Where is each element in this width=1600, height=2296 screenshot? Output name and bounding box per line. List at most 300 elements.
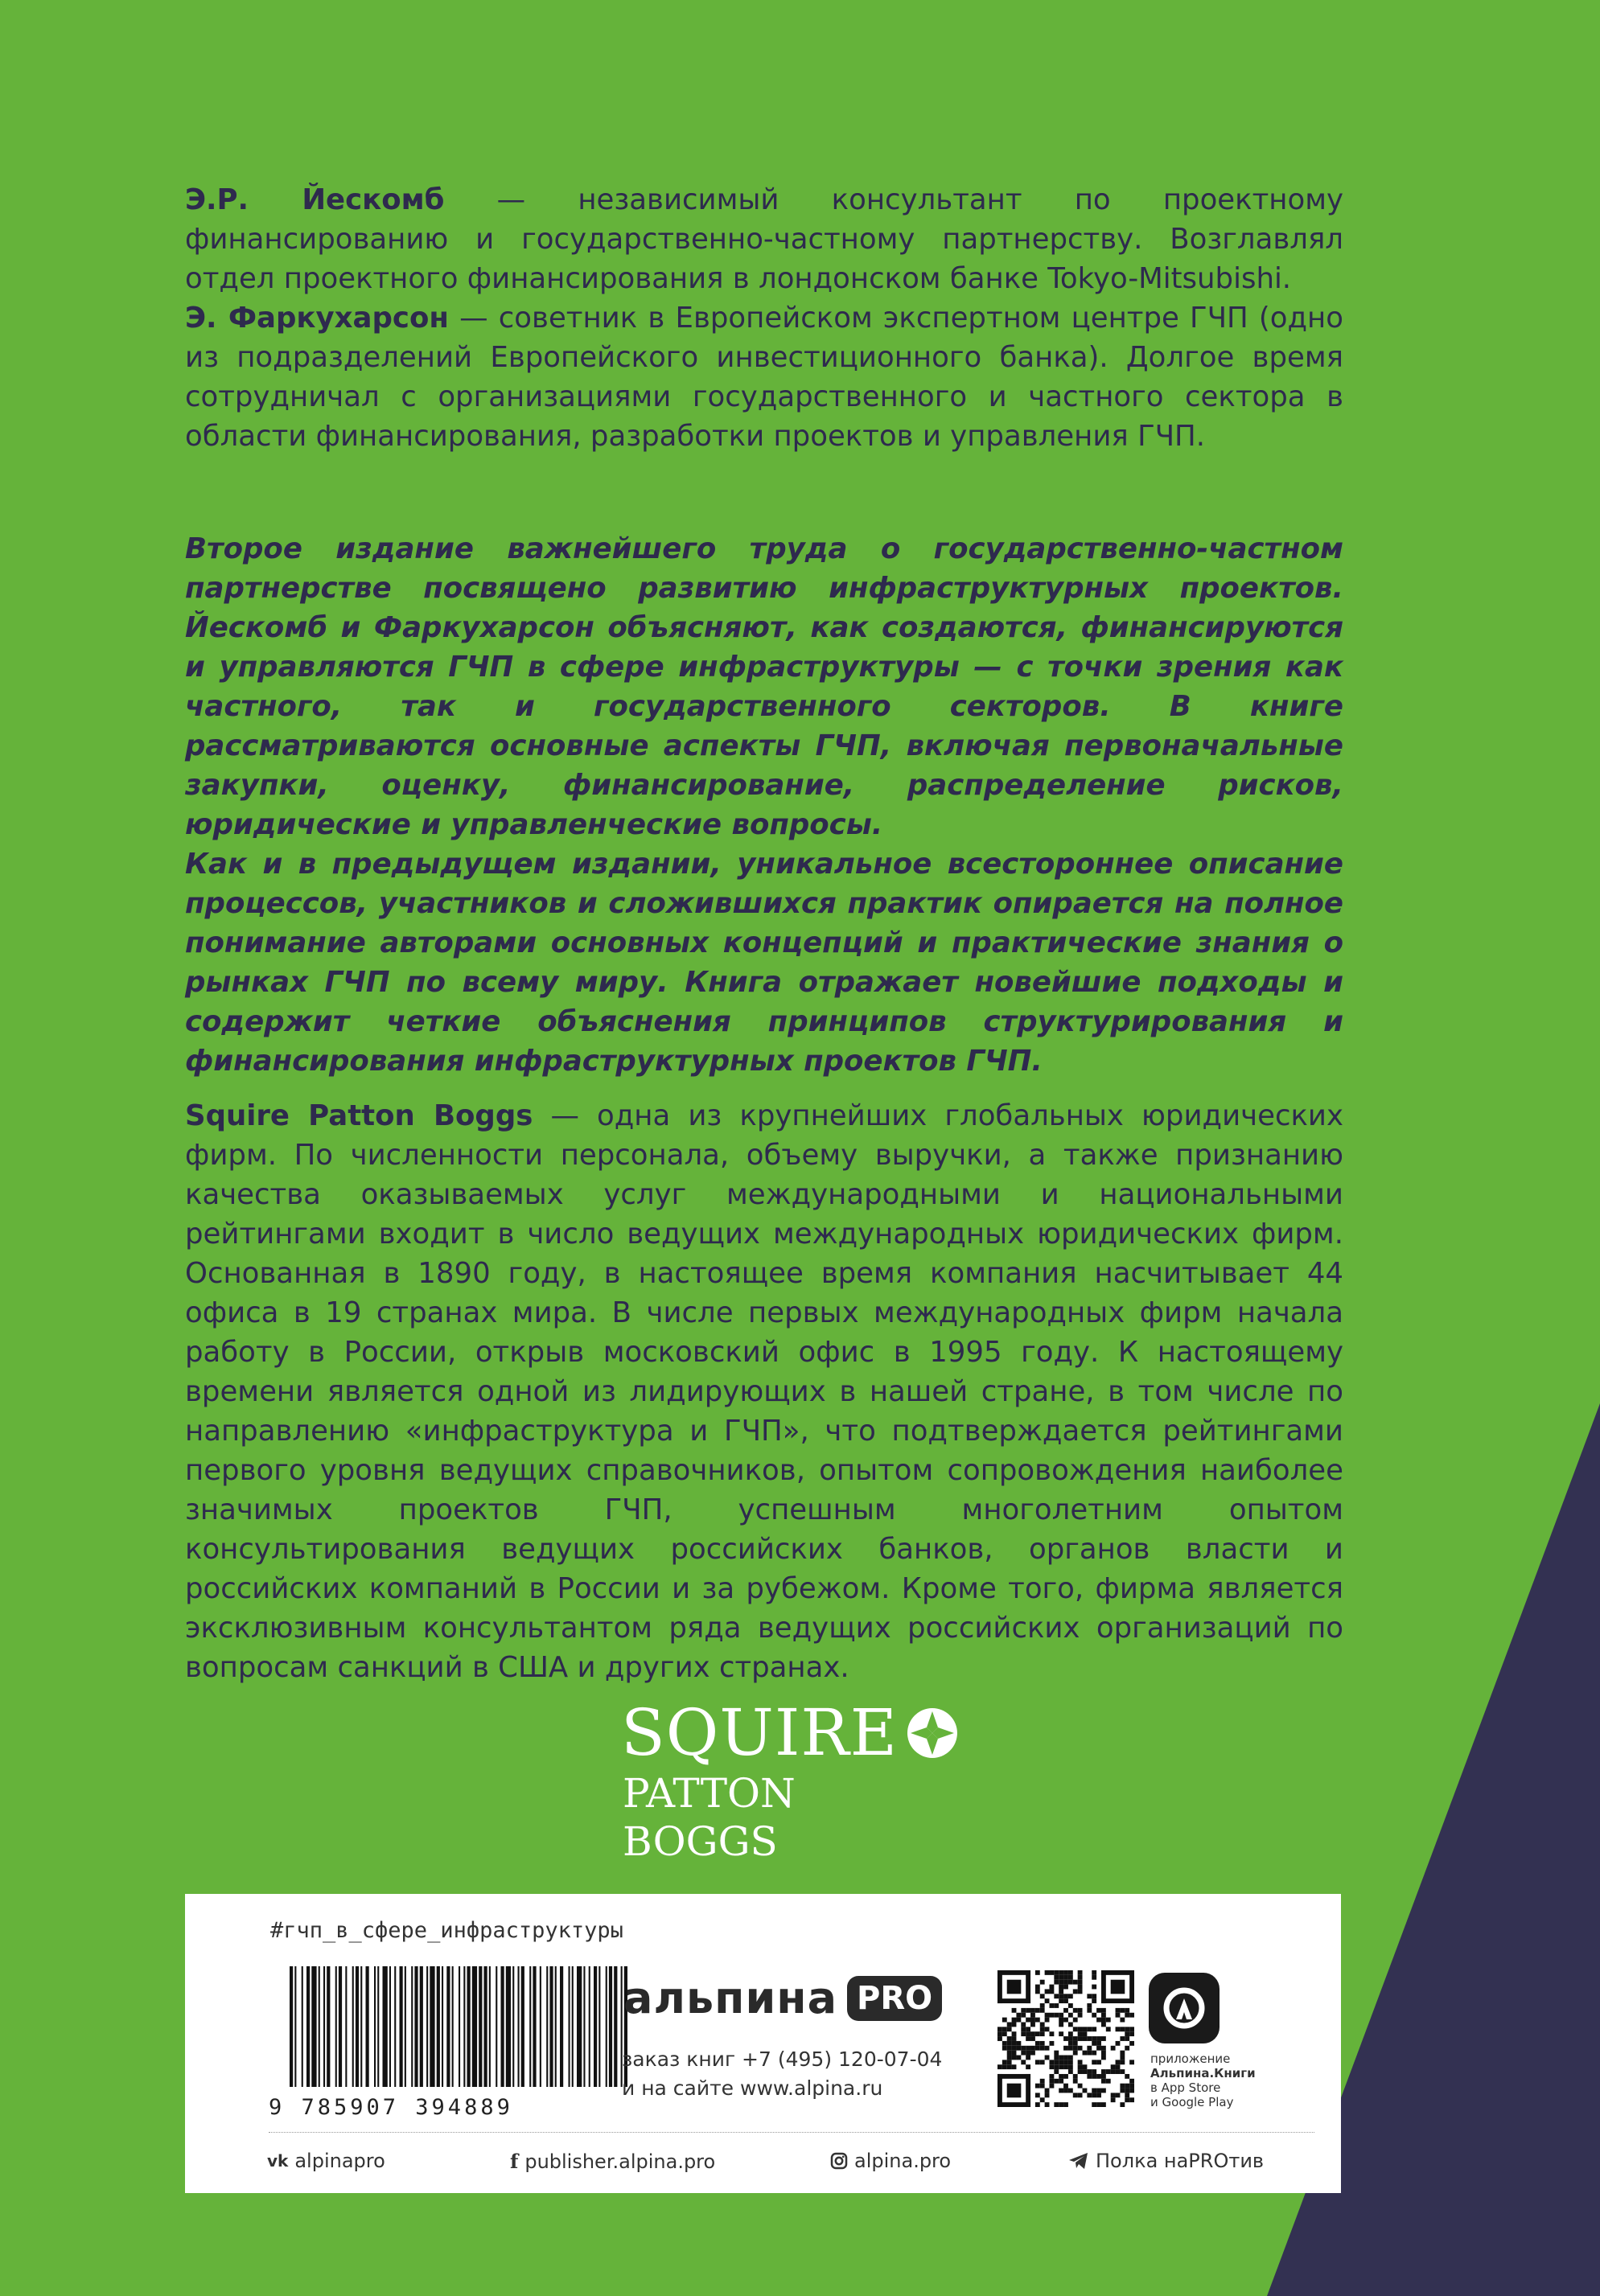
- qr-module: [1040, 1980, 1045, 1985]
- qr-module: [1087, 2008, 1092, 2013]
- qr-module: [1026, 2051, 1030, 2056]
- qr-module: [1129, 2089, 1134, 2093]
- barcode-bar: [463, 1966, 465, 2087]
- qr-module: [1026, 2018, 1030, 2023]
- qr-module: [1078, 2064, 1083, 2069]
- barcode-bar: [569, 1966, 570, 2087]
- qr-module: [1116, 2064, 1121, 2069]
- qr-module: [1111, 2093, 1116, 2097]
- qr-module: [1125, 2031, 1129, 2036]
- qr-module: [1040, 2008, 1045, 2013]
- firm-text: — одна из крупнейших глобальных юридических фирм. По численности персонала, объему выручки, а также признанию качества оказываемых услуг международными и национальными рейтингами входит в число ведущих международных юридических фирм. Основанная в 1890 году, в настоящее время компания насчитывает 44 офиса в 19 странах мира. В числе первых международных фирм начала работу в России, открыв московский офис в 1995 году. К настоящему времени является одной из лидирующих в нашей стране, в том числе по направлению «инфраструктура и ГЧП», что подтверждается рейтингами первого уровня ведущих справочников, опытом сопровождения наиболее значимых проектов ГЧП, успешным многолетним опытом консультирования ведущих российских банков, органов власти и российских компаний в России и за рубежом. Кроме того, фирма является эксклюзивным консультантом ряда ведущих российских организаций по вопросам санкций в США и других странах.: [185, 1099, 1343, 1684]
- qr-module: [1021, 2008, 1026, 2013]
- barcode-bar: [529, 1966, 531, 2087]
- qr-module: [1078, 1980, 1083, 1985]
- qr-module: [1002, 2046, 1007, 2051]
- order-site: и на сайте www.alpina.ru: [622, 2076, 883, 2100]
- order-phone: заказ книг +7 (495) 120-07-04: [622, 2048, 943, 2071]
- isbn-number: 9 785907 394889: [269, 2095, 513, 2120]
- qr-module: [1092, 2060, 1096, 2064]
- qr-module: [1078, 2027, 1083, 2031]
- qr-module: [1101, 1998, 1134, 2003]
- qr-module: [1096, 2060, 1101, 2064]
- instagram-icon: [830, 2152, 848, 2170]
- logo-line-1: SQUIRE: [621, 1695, 899, 1770]
- qr-module: [1092, 2102, 1096, 2107]
- qr-module: [1120, 2060, 1125, 2064]
- qr-module: [1120, 2056, 1125, 2060]
- qr-module: [997, 1970, 1002, 2003]
- qr-module: [1068, 1980, 1073, 1985]
- qr-module: [1125, 2008, 1129, 2013]
- barcode-bar: [389, 1966, 391, 2087]
- qr-module: [1078, 2036, 1083, 2041]
- barcode-bar: [506, 1966, 511, 2087]
- barcode-bar: [609, 1966, 612, 2087]
- qr-module: [1021, 2013, 1026, 2018]
- qr-module: [1049, 1989, 1054, 1994]
- barcode-bar: [366, 1966, 369, 2087]
- qr-module: [1012, 2056, 1017, 2060]
- qr-module: [1021, 2031, 1026, 2036]
- barcode-bar: [446, 1966, 450, 2087]
- qr-module: [1002, 2060, 1007, 2064]
- qr-module: [1078, 2013, 1083, 2018]
- barcode-bar: [533, 1966, 536, 2087]
- qr-module: [1007, 2084, 1022, 2098]
- qr-module: [1120, 2027, 1125, 2031]
- qr-module: [1101, 2013, 1106, 2018]
- hashtag: #гчп_в_сфере_инфраструктуры: [270, 1918, 623, 1943]
- qr-module: [1129, 2060, 1134, 2064]
- barcode-bar: [512, 1966, 514, 2087]
- qr-module: [1111, 2064, 1116, 2069]
- qr-module: [1073, 2036, 1078, 2041]
- qr-module: [1068, 2031, 1073, 2036]
- barcode-bar: [394, 1966, 396, 2087]
- barcode-bar: [594, 1966, 597, 2087]
- barcode-bar: [521, 1966, 524, 2087]
- qr-module: [1012, 2031, 1017, 2036]
- app-name: Альпина.Книги: [1150, 2066, 1256, 2080]
- order-info: [622, 2045, 942, 2103]
- qr-module: [1106, 2069, 1111, 2074]
- qr-module: [1012, 2018, 1017, 2023]
- qr-module: [1083, 2064, 1088, 2069]
- qr-module: [1125, 2089, 1129, 2093]
- qr-module: [1007, 2041, 1012, 2046]
- barcode-bar: [430, 1966, 434, 2087]
- qr-module: [1078, 2031, 1083, 2036]
- qr-module: [1045, 2046, 1050, 2051]
- qr-module: [1040, 2084, 1045, 2089]
- squire-patton-boggs-logo: [621, 1697, 959, 1866]
- qr-module: [1096, 2008, 1101, 2013]
- qr-module: [1083, 2027, 1088, 2031]
- qr-module: [1049, 2041, 1054, 2046]
- qr-module: [1087, 2051, 1092, 2056]
- alpina-pro-logo: [623, 1973, 942, 2023]
- qr-module: [1007, 2046, 1012, 2051]
- qr-module: [1007, 2022, 1012, 2027]
- qr-module: [1078, 1985, 1083, 1990]
- barcode-bar: [606, 1966, 607, 2087]
- qr-module: [1068, 2041, 1073, 2046]
- qr-module: [1035, 1985, 1040, 1990]
- qr-module: [1087, 2074, 1092, 2079]
- qr-module: [1030, 2013, 1035, 2018]
- qr-module: [1016, 2013, 1021, 2018]
- qr-module: [1016, 2046, 1021, 2051]
- qr-module: [1059, 1980, 1063, 1985]
- barcode-bar: [467, 1966, 471, 2087]
- social-vk[interactable]: [267, 2150, 385, 2172]
- qr-module: [1059, 2102, 1063, 2107]
- qr-module: [1092, 1970, 1096, 1975]
- author2-bio: — советник в Европейском экспертном центре ГЧП (одно из подразделений Европейского инвестиционного банка). Долгое время сотрудничал с организациями государственного и частного сектора в области финансирования, разработки проектов и управления ГЧП.: [185, 302, 1343, 453]
- qr-module: [1078, 2008, 1083, 2013]
- qr-module: [1040, 2060, 1045, 2064]
- qr-module: [1116, 2093, 1121, 2097]
- qr-module: [1078, 2069, 1083, 2074]
- qr-module: [1073, 1989, 1078, 1994]
- qr-module: [1063, 1998, 1068, 2003]
- qr-module: [1035, 2031, 1040, 2036]
- qr-module: [1063, 1994, 1068, 1998]
- qr-module: [1073, 2046, 1078, 2051]
- qr-module: [1035, 1989, 1040, 1994]
- panel-divider: [269, 2132, 1314, 2133]
- qr-module: [1035, 2041, 1040, 2046]
- qr-module: [1049, 2074, 1054, 2079]
- app-caption: [1150, 2052, 1263, 2109]
- qr-module: [1030, 2051, 1035, 2056]
- qr-module: [1007, 2064, 1012, 2069]
- barcode-bar: [459, 1966, 460, 2087]
- logo-mark-icon: [906, 1707, 959, 1760]
- qr-module: [1021, 2051, 1026, 2056]
- barcode-bar: [400, 1966, 403, 2087]
- qr-module: [1087, 2046, 1092, 2051]
- qr-module: [1045, 2013, 1050, 2018]
- social-facebook[interactable]: [510, 2150, 715, 2173]
- qr-module: [1125, 2074, 1129, 2079]
- barcode-bar: [598, 1966, 600, 2087]
- telegram-icon: [1068, 2152, 1089, 2170]
- qr-module: [997, 2102, 1030, 2107]
- qr-module: [1106, 2018, 1111, 2023]
- barcode-bar: [479, 1966, 482, 2087]
- qr-module: [1045, 1970, 1050, 1975]
- qr-module: [1101, 2056, 1106, 2060]
- qr-module: [1092, 2051, 1096, 2056]
- qr-module: [1059, 2089, 1063, 2093]
- qr-module: [1016, 2041, 1021, 2046]
- qr-module: [1030, 2008, 1035, 2013]
- qr-module: [1063, 2084, 1068, 2089]
- barcode-bar: [294, 1966, 296, 2087]
- barcode-bar: [555, 1966, 557, 2087]
- social-vk-label: alpinapro: [294, 2150, 385, 2172]
- qr-module: [1129, 2084, 1134, 2089]
- qr-module: [1129, 2031, 1134, 2036]
- qr-module: [1111, 2069, 1116, 2074]
- qr-module: [1092, 1998, 1096, 2003]
- app-caption-line-3: в App Store: [1150, 2080, 1221, 2095]
- social-facebook-label: publisher.alpina.pro: [524, 2150, 716, 2173]
- qr-module: [1049, 2079, 1054, 2084]
- facebook-icon: f: [510, 2150, 519, 2173]
- qr-module: [997, 2074, 1030, 2079]
- qr-module: [1096, 2074, 1101, 2079]
- firm-name: Squire Patton Boggs: [185, 1099, 533, 1132]
- qr-module: [1120, 2018, 1125, 2023]
- qr-module: [1101, 2051, 1106, 2056]
- qr-module: [1068, 2060, 1073, 2064]
- qr-module: [1120, 2008, 1125, 2013]
- qr-module: [1106, 2027, 1111, 2031]
- barcode-bar: [518, 1966, 520, 2087]
- qr-module: [1101, 2089, 1106, 2093]
- author1-bio: — независимый консультант по проектному финансированию и государственно-частному партнерству. Возглавлял отдел проектного финансирования в лондонском банке Tokyo-Mitsubishi.: [185, 183, 1343, 295]
- qr-module: [1083, 2036, 1088, 2041]
- barcode-bar: [437, 1966, 440, 2087]
- qr-module: [1059, 1985, 1063, 1990]
- qr-module: [1026, 2027, 1030, 2031]
- qr-module: [1012, 2041, 1017, 2046]
- qr-module: [1129, 2013, 1134, 2018]
- qr-module: [1045, 2093, 1050, 2097]
- qr-module: [1068, 2069, 1073, 2074]
- qr-module: [1049, 1970, 1054, 1975]
- qr-module: [1096, 2036, 1101, 2041]
- qr-module: [1054, 2060, 1059, 2064]
- qr-module: [1078, 1970, 1083, 1975]
- qr-module: [1063, 2046, 1068, 2051]
- qr-module: [997, 2064, 1002, 2069]
- qr-module: [1087, 2069, 1092, 2074]
- qr-module: [1125, 2046, 1129, 2051]
- qr-module: [1040, 2041, 1045, 2046]
- qr-module: [1125, 2093, 1129, 2097]
- barcode-bar: [420, 1966, 423, 2087]
- qr-module: [1129, 2079, 1134, 2084]
- annotation-paragraph-2: Как и в предыдущем издании, уникальное всестороннее описание процессов, участников и сложившихся практик опирается на полное понимание авторами основных концепций и практические знания о рынках ГЧП по всему миру. Книга отражает новейшие подходы и содержит четкие объяснения принципов структурирования и финансирования инфраструктурных проектов ГЧП.: [185, 848, 1343, 1078]
- author-bios: [185, 180, 1343, 456]
- barcode-bar: [560, 1966, 563, 2087]
- qr-module: [1092, 2036, 1096, 2041]
- qr-module: [1054, 2003, 1059, 2008]
- qr-module: [1063, 1985, 1068, 1990]
- app-caption-line-1: приложение: [1150, 2052, 1231, 2066]
- barcode-bar: [484, 1966, 487, 2087]
- qr-module: [1002, 2027, 1007, 2031]
- qr-module: [1040, 1994, 1045, 1998]
- qr-module: [1116, 2069, 1121, 2074]
- social-instagram-label: alpina.pro: [854, 2150, 952, 2172]
- qr-module: [1035, 2060, 1040, 2064]
- qr-module: [1092, 2041, 1096, 2046]
- barcode-bar: [323, 1966, 325, 2087]
- qr-module: [1087, 1994, 1092, 1998]
- qr-module: [1068, 2046, 1073, 2051]
- qr-module: [1007, 2051, 1012, 2056]
- qr-module: [1040, 2046, 1045, 2051]
- barcode-bar: [540, 1966, 541, 2087]
- qr-module: [1026, 2056, 1030, 2060]
- qr-module: [1012, 2046, 1017, 2051]
- qr-module: [1116, 2027, 1121, 2031]
- qr-module: [1101, 2069, 1106, 2074]
- qr-module: [1007, 2027, 1012, 2031]
- qr-module: [1101, 2018, 1106, 2023]
- social-instagram[interactable]: [830, 2150, 951, 2172]
- qr-module: [1035, 2018, 1040, 2023]
- qr-module: [1049, 2003, 1054, 2008]
- qr-module: [1021, 2022, 1026, 2027]
- qr-module: [1096, 2093, 1101, 2097]
- qr-module: [1096, 2018, 1101, 2023]
- qr-module: [1030, 2046, 1035, 2051]
- qr-module: [1054, 1980, 1059, 1985]
- qr-module: [1125, 2084, 1129, 2089]
- qr-module: [1040, 2079, 1045, 2084]
- qr-module: [1026, 2008, 1030, 2013]
- qr-module: [1030, 2036, 1035, 2041]
- qr-module: [1054, 2069, 1059, 2074]
- qr-module: [1021, 2027, 1026, 2031]
- qr-module: [1068, 1994, 1073, 1998]
- info-panel: [185, 1894, 1341, 2193]
- qr-module: [1063, 2074, 1068, 2079]
- qr-module: [1068, 2056, 1073, 2060]
- barcode-bar: [583, 1966, 585, 2087]
- qr-module: [1087, 2093, 1092, 2097]
- qr-module: [1083, 2069, 1088, 2074]
- qr-module: [1002, 2064, 1007, 2069]
- qr-module: [1059, 2018, 1063, 2023]
- barcode-bar: [311, 1966, 316, 2087]
- barcode-bar: [411, 1966, 413, 2087]
- qr-module: [1049, 2060, 1054, 2064]
- qr-module: [1068, 2022, 1073, 2027]
- qr-module: [1101, 2046, 1106, 2051]
- qr-module: [1125, 2027, 1129, 2031]
- social-telegram[interactable]: [1068, 2150, 1264, 2172]
- qr-module: [1059, 2056, 1063, 2060]
- qr-module: [1012, 2064, 1017, 2069]
- qr-module: [1096, 2046, 1101, 2051]
- qr-module: [1063, 1970, 1068, 1975]
- qr-module: [1129, 2041, 1134, 2046]
- barcode-bar: [327, 1966, 330, 2087]
- qr-module: [1129, 2027, 1134, 2031]
- qr-module: [1045, 2089, 1050, 2093]
- barcode-bar: [345, 1966, 347, 2087]
- qr-module: [1092, 2093, 1096, 2097]
- qr-module: [1073, 2074, 1078, 2079]
- qr-module: [1002, 2031, 1007, 2036]
- qr-module: [997, 2036, 1002, 2041]
- qr-module: [1035, 2046, 1040, 2051]
- qr-module: [1063, 2060, 1068, 2064]
- qr-module: [997, 2074, 1002, 2107]
- qr-module: [1092, 1975, 1096, 1980]
- qr-module: [1068, 2036, 1073, 2041]
- barcode-bar: [489, 1966, 491, 2087]
- qr-module: [1054, 1975, 1059, 1980]
- barcode-bar: [377, 1966, 379, 2087]
- qr-module: [1049, 2084, 1054, 2089]
- qr-module: [1068, 2003, 1073, 2008]
- barcode: [290, 1966, 627, 2087]
- barcode-bar: [360, 1966, 362, 2087]
- qr-module: [997, 2027, 1002, 2031]
- qr-module: [1087, 2036, 1092, 2041]
- qr-module: [1059, 1970, 1063, 1975]
- qr-module: [1125, 2013, 1129, 2018]
- qr-module: [1125, 2036, 1129, 2041]
- qr-module: [1120, 2069, 1125, 2074]
- qr-module: [1059, 2013, 1063, 2018]
- qr-module: [1106, 2079, 1111, 2084]
- qr-module: [1054, 2051, 1059, 2056]
- qr-module: [1111, 1980, 1125, 1994]
- book-annotation: [185, 529, 1343, 1081]
- qr-module: [1059, 2022, 1063, 2027]
- qr-module: [1073, 2008, 1078, 2013]
- qr-module: [1026, 2046, 1030, 2051]
- barcode-bar: [546, 1966, 548, 2087]
- qr-module: [1035, 2093, 1040, 2097]
- qr-module: [1063, 1975, 1068, 1980]
- barcode-bar: [319, 1966, 320, 2087]
- qr-module: [1040, 2027, 1045, 2031]
- qr-module: [1087, 2027, 1092, 2031]
- qr-module: [1092, 2027, 1096, 2031]
- qr-module: [1059, 2064, 1063, 2069]
- qr-module: [1120, 2084, 1125, 2089]
- barcode-bar: [549, 1966, 553, 2087]
- qr-module: [1078, 1975, 1083, 1980]
- qr-module: [1120, 2089, 1125, 2093]
- qr-module: [1101, 2102, 1106, 2107]
- qr-module: [1101, 2079, 1106, 2084]
- qr-module: [1059, 2074, 1063, 2079]
- qr-module: [1063, 2102, 1068, 2107]
- qr-module: [1073, 2093, 1078, 2097]
- qr-module: [1063, 2036, 1068, 2041]
- barcode-bar: [501, 1966, 504, 2087]
- qr-module: [1035, 2102, 1040, 2107]
- qr-module: [1012, 2051, 1017, 2056]
- qr-module: [1068, 2013, 1073, 2018]
- qr-module: [1111, 2046, 1116, 2051]
- qr-module: [1083, 2031, 1088, 2036]
- qr-module: [1045, 2027, 1050, 2031]
- barcode-bar: [452, 1966, 454, 2087]
- qr-module: [1040, 2003, 1045, 2008]
- qr-module: [1007, 2056, 1012, 2060]
- qr-module: [1092, 2089, 1096, 2093]
- qr-module: [1059, 1998, 1063, 2003]
- qr-module: [997, 2031, 1002, 2036]
- qr-module: [1040, 2031, 1045, 2036]
- qr-module: [1092, 2074, 1096, 2079]
- qr-module: [1002, 2041, 1007, 2046]
- qr-module: [1054, 1994, 1059, 1998]
- qr-module: [1007, 2060, 1012, 2064]
